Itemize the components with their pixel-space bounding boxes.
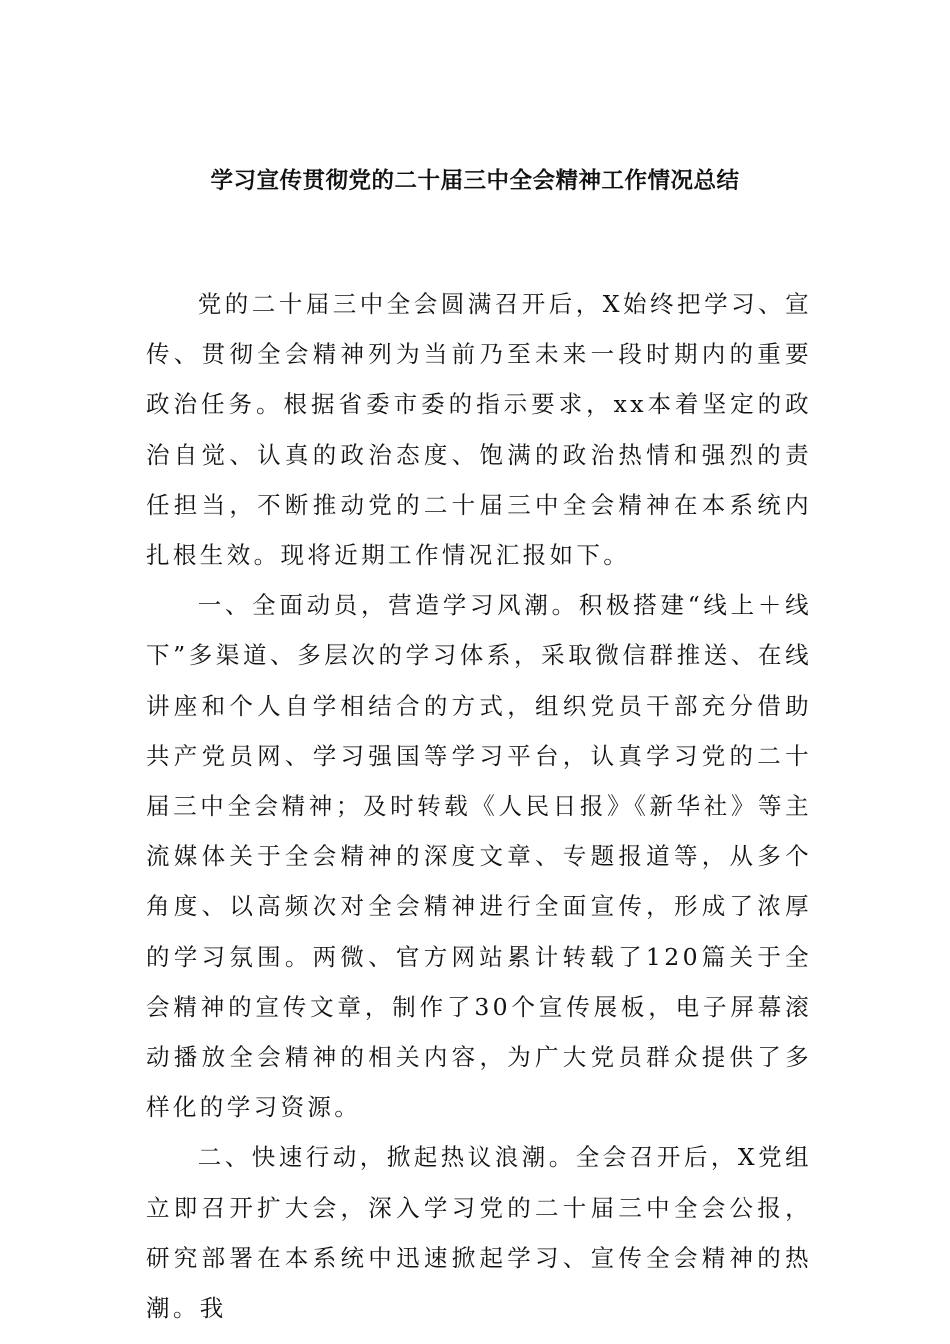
document-title: 学习宣传贯彻党的二十届三中全会精神工作情况总结 (210, 168, 740, 194)
paragraph-section-1: 一、全面动员，营造学习风潮。积极搭建“线上＋线下”多渠道、多层次的学习体系，采取微信群推送、在线讲座和个人自学相结合的方式，组织党员干部充分借助共产党员网、学习强国等学习平台，认真学习党的二十届三中全会精神；及时转载《人民日报》《新华社》等主流媒体关于全会精神的深度文章、专题报道等，从多个角度、以高频次对全会精神进行全面宣传，形成了浓厚的学习氛围。两微、官方网站累计转载了120篇关于全会精神的宣传文章，制作了30个宣传展板，电子屏幕滚动播放全会精神的相关内容，为广大党员群众提供了多样化的学习资源。 (146, 591, 812, 1122)
paragraph-intro: 党的二十届三中全会圆满召开后，X始终把学习、宣传、贯彻全会精神列为当前乃至未来一段时期内的重要政治任务。根据省委市委的指示要求，xx本着坚定的政治自觉、认真的政治态度、饱满的政治热情和强烈的责任担当，不断推动党的二十届三中全会精神在本系统内扎根生效。现将近期工作情况汇报如下。 (146, 290, 812, 570)
document-body (146, 279, 812, 1333)
paragraph-section-2: 二、快速行动，掀起热议浪潮。全会召开后，X党组立即召开扩大会，深入学习党的二十届三中全会公报，研究部署在本系统中迅速掀起学习、宣传全会精神的热潮。我 (146, 1143, 812, 1323)
